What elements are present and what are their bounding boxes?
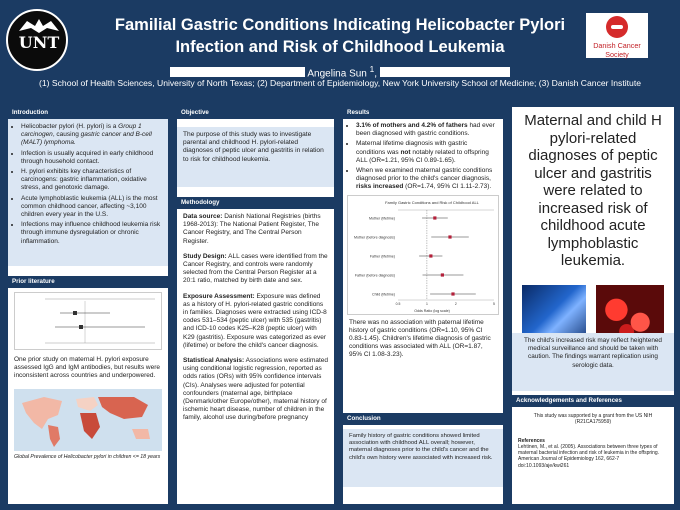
prior-study-forest-plot — [14, 292, 162, 350]
stats-paragraph: Statistical Analysis: Associations were estimated using conditional logistic regression, reported as odds ratios (ORs) with 95% confidence intervals (CIs). Analyses were adjusted for potential confounders (maternal age, birthplace (Denmark/other Europe/other), maternal history of ischemic heart disease, number of children in the family, alcohol use during/before pregnancy — [183, 357, 329, 422]
column-4 — [512, 107, 674, 504]
forest-point-estimate — [433, 216, 436, 219]
methodology-heading: Methodology — [177, 197, 334, 209]
introduction-heading: Introduction — [8, 107, 168, 119]
title-line-2: Infection and Risk of Childhood Leukemia — [175, 38, 505, 56]
forest-x-tick-label: 0.5 — [395, 301, 401, 306]
column-2 — [177, 107, 334, 504]
exposure-paragraph: Exposure Assessment: Exposure was defined as a history of H. pylori-related gastric conditions in families. Diagnoses were extracted using ICD-8 codes 531–534 (peptic ulcer) with 535 (gastritis) and ICD-10 codes K25–K28 (peptic ulcer) with K29 (gastritis). Exposure was categorized as ever (lifetime) or before the child's cancer diagnosis. — [183, 292, 327, 349]
forest-category-label: Father (lifetime) — [369, 253, 395, 258]
forest-plot-title: Family Gastric Conditions and Risk of Childhood ALL — [385, 199, 479, 205]
unt-logo — [6, 9, 68, 71]
forest-x-tick-label: 2 — [454, 301, 457, 306]
redacted-name — [380, 67, 510, 77]
danish-cancer-society-logo — [586, 13, 648, 58]
forest-point-estimate — [429, 254, 432, 257]
study-design-paragraph: Study Design: ALL cases were identified from the Cancer Registry, and controls were randomly selected from the Central Person Register at a 20:1 ratio, matched by birth date and sex. — [183, 252, 328, 285]
funding-text: This study was supported by a grant from the US NIH (R21CA175959) — [533, 413, 653, 426]
results-heading: Results — [343, 107, 503, 119]
forest-x-tick-label: 1 — [425, 301, 428, 306]
results-body — [343, 119, 503, 192]
references-label: References — [518, 437, 545, 444]
implication-text: The child's increased risk may reflect heightened medical surveillance and should be taken with caution. The findings warrant replication using serologic data. — [512, 333, 674, 391]
intro-bullet: • Infections may influence childhood leukemia risk through immune dysregulation or chronic inflammation. — [21, 221, 163, 246]
poster-header — [0, 0, 680, 95]
results-after-text: There was no association with paternal lifetime history of gastric conditions (OR=1.10, 95% CI 0.83-1.45). Children's lifetime diagnosis of gastric conditions was associated with ALL (OR=1.87, 95% CI 1.08-3.23). — [349, 318, 491, 359]
unt-logo-text: UNT — [18, 33, 60, 52]
prior-study-plot-graphic — [15, 293, 161, 349]
results-bullet: • When we examined maternal gastric conditions diagnosed prior to the child's cancer diagnosis, risks increased (OR=1.74, 95% CI 1.11-2.73). — [356, 167, 498, 192]
affiliations: (1) School of Health Sciences, University of North Texas; (2) Department of Epidemiology, New York University School of Medicine; (3) Danish Cancer Institute — [39, 78, 641, 88]
forest-plot-svg — [348, 196, 498, 314]
data-source-paragraph: Data source: Danish National Registries (births 1968-2013): The National Patient Register, The Cancer Registry, and The Central Person Register. — [183, 213, 321, 245]
author-line: Angelina Sun $^1$, — [120, 64, 560, 79]
world-map-graphic — [14, 389, 162, 451]
world-prevalence-map — [14, 389, 162, 451]
forest-category-label: Mother (lifetime) — [369, 215, 395, 220]
forest-category-label: Child (lifetime) — [372, 291, 395, 296]
poster-title — [90, 14, 590, 58]
dcs-logo-icon — [606, 16, 628, 38]
forest-category-label: Mother (before diagnosis) — [354, 234, 395, 239]
forest-x-tick-label: 5 — [493, 301, 495, 306]
intro-bullet: • Acute lymphoblastic leukemia (ALL) is the most common childhood cancer, affecting ~3,100 children every year in the U.S. — [21, 195, 163, 220]
acknowledgements-heading: Acknowledgements and References — [512, 395, 674, 407]
intro-bullet: • Infection is usually acquired in early childhood through household contact. — [21, 150, 163, 166]
forest-plot-xlabel: Odds Ratio (log scale) — [414, 308, 450, 313]
prior-literature-text: One prior study on maternal H. pylori exposure assessed IgG and IgM antibodies, but results were inconsistent across countries and underpowered. — [14, 356, 160, 380]
acknowledgements-body — [512, 410, 674, 472]
forest-category-label: Father (before diagnosis) — [354, 272, 395, 277]
methodology-body — [177, 209, 334, 427]
forest-point-estimate — [441, 273, 444, 276]
forest-point-estimate — [448, 235, 451, 238]
author-name: Angelina Sun — [307, 68, 367, 80]
intro-bullet: • Helicobacter pylori (H. pylori) is a Group 1 carcinogen, causing gastric cancer and B-cell (MALT) lymphoma. — [21, 123, 163, 148]
conclusion-heading: Conclusion — [343, 413, 503, 425]
prior-literature-heading: Prior literature — [8, 276, 168, 288]
forest-plot — [347, 195, 499, 315]
introduction-body — [8, 119, 168, 266]
results-bullet: • 3.1% of mothers and 4.2% of fathers had ever been diagnosed with gastric conditions. — [356, 122, 498, 138]
redacted-name — [170, 67, 305, 77]
forest-point-estimate — [451, 292, 454, 295]
objective-heading: Objective — [177, 107, 334, 119]
column-1 — [8, 107, 168, 504]
column-3 — [343, 107, 503, 504]
dcs-logo-text: Danish Cancer Society — [593, 41, 641, 59]
title-line-1: Familial Gastric Conditions Indicating Helicobacter Pylori — [114, 16, 566, 34]
objective-text: The purpose of this study was to investigate parental and childhood H. pylori-related diagnoses of peptic ulcer and gastritis in relation to risk for childhood leukemia. — [177, 127, 334, 187]
reference-text: Lehtinen, M., et al. (2005). Associations between three types of maternal bacterial infection and risk of leukemia in the offspring. American Journal of Epidemiology 162, 662-7 doi:10.1093/aje/kwi261 — [518, 443, 660, 469]
key-finding-text: Maternal and child H pylori-related diagnoses of peptic ulcer and gastritis were related to increased risk of childhood acute lymphoblastic leukemia. — [524, 112, 662, 269]
map-caption: Global Prevalence of Helicobacter pylori in children <= 18 years — [14, 453, 161, 460]
results-bullet: • Maternal lifetime diagnosis with gastric conditions was not notably related to offspring ALL (OR=1.21, 95% CI 0.89-1.65). — [356, 140, 498, 165]
author-superscript: 1 — [369, 64, 375, 74]
intro-bullet: • H. pylori exhibits key characteristics of carcinogens: gastric inflammation, oxidative stress, and genotoxic damage. — [21, 168, 163, 193]
conclusion-text: Family history of gastric conditions showed limited association with childhood ALL overall; however, maternal diagnoses prior to the child's cancer and the child's own history were associated with increased risk. — [343, 429, 503, 487]
